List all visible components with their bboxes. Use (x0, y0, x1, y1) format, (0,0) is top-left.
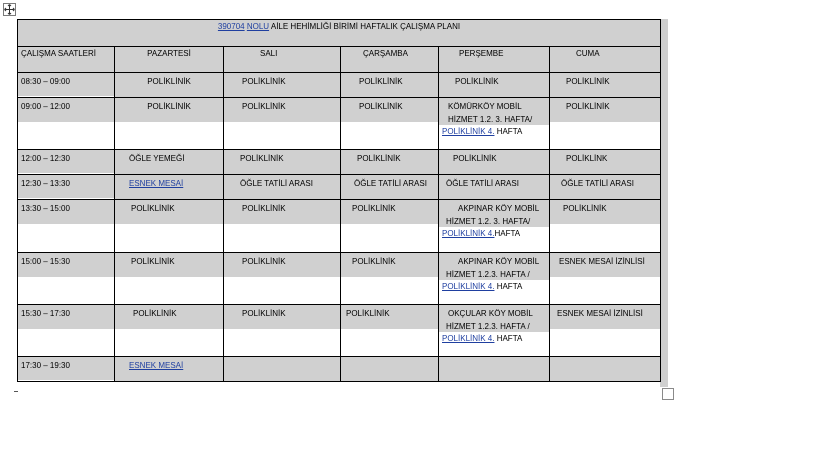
monday-cell: POLİKLİNİK (115, 73, 223, 97)
tuesday-cell: ÖĞLE TATİLİ ARASI (224, 175, 340, 199)
text-cursor-mark (14, 391, 18, 392)
friday-cell: POLİKLİNİK (550, 73, 660, 97)
friday-cell: POLİKLİNİK (550, 98, 660, 122)
thursday-line2: HİZMET 1.2. 3. HAFTA/ (446, 217, 531, 226)
tuesday-cell (224, 357, 340, 381)
wednesday-cell: POLİKLİNİK (341, 98, 438, 122)
tuesday-cell: POLİKLİNİK (224, 98, 340, 122)
time-cell: 09:00 – 12:00 (18, 98, 114, 122)
monday-cell: POLİKLİNİK (115, 305, 223, 329)
tuesday-cell: POLİKLİNİK (224, 305, 340, 329)
table-row (18, 98, 661, 150)
thursday-cell: POLİKLİNİK (439, 73, 549, 97)
thursday-cell: POLİKLİNİK (439, 150, 549, 174)
table-row (18, 175, 661, 200)
header-tuesday: SALI (224, 47, 341, 73)
thursday-cell (439, 200, 550, 253)
thursday-line1: KÖMÜRKÖY MOBİL (448, 102, 522, 111)
thursday-link[interactable]: POLİKLİNİK 4. (442, 334, 495, 343)
thursday-line1: AKPINAR KÖY MOBİL (458, 204, 540, 213)
header-wednesday: ÇARŞAMBA (341, 47, 439, 73)
wednesday-cell (341, 357, 438, 381)
friday-cell: ÖĞLE TATİLİ ARASI (550, 175, 660, 199)
monday-cell: ÖĞLE YEMEĞİ (115, 150, 223, 174)
thursday-cell (439, 357, 549, 381)
time-cell: 13:30 – 15:00 (18, 200, 114, 224)
title-row (18, 20, 661, 47)
header-hours: ÇALIŞMA SAATLERİ (18, 47, 115, 73)
time-cell: 15:00 – 15:30 (18, 253, 114, 277)
move-arrows-icon (4, 4, 15, 15)
time-cell: 17:30 – 19:30 (18, 357, 114, 380)
table-row (18, 150, 661, 175)
tuesday-cell: POLİKLİNİK (224, 200, 340, 224)
tuesday-cell: POLİKLİNİK (224, 253, 340, 277)
table-row (18, 357, 661, 382)
monday-flex-link[interactable]: ESNEK MESAİ (129, 179, 184, 188)
work-plan-table (17, 19, 661, 382)
monday-cell: POLİKLİNİK (115, 200, 223, 224)
thursday-line2: HİZMET 1.2.3. HAFTA / (446, 322, 530, 331)
thursday-after: HAFTA (494, 334, 523, 343)
friday-cell: ESNEK MESAİ İZİNLİSİ (550, 305, 660, 329)
monday-flex-link[interactable]: ESNEK MESAİ (129, 361, 184, 370)
wednesday-cell: POLİKLİNİK (341, 150, 438, 174)
header-thursday: PERŞEMBE (439, 47, 550, 73)
wednesday-cell: POLİKLİNİK (341, 73, 438, 97)
wednesday-cell: POLİKLİNİK (341, 200, 438, 224)
thursday-line1: AKPINAR KÖY MOBİL (458, 257, 540, 266)
tuesday-cell: POLİKLİNİK (224, 73, 340, 97)
plan-title (18, 20, 661, 47)
table-row (18, 200, 661, 253)
wednesday-cell: POLİKLİNİK (341, 305, 438, 329)
friday-cell: ESNEK MESAİ İZİNLİSİ (550, 253, 660, 277)
friday-cell (550, 357, 660, 381)
tuesday-cell: POLİKLİNİK (224, 150, 340, 174)
thursday-link[interactable]: POLİKLİNİK 4. (442, 229, 495, 238)
header-row (18, 47, 661, 73)
thursday-after: HAFTA (494, 229, 521, 238)
thursday-cell (439, 305, 550, 357)
time-cell: 15:30 – 17:30 (18, 305, 114, 329)
thursday-link[interactable]: POLİKLİNİK 4. (442, 127, 495, 136)
resize-square-icon[interactable] (662, 388, 674, 400)
header-monday: PAZARTESİ (115, 47, 224, 73)
title-text: AİLE HEHİMLİĞİ BİRİMİ HAFTALIK ÇALIŞMA PLANI (270, 22, 461, 31)
nolu-word[interactable]: NOLU (246, 22, 270, 31)
wednesday-cell: ÖĞLE TATİLİ ARASI (341, 175, 438, 199)
time-cell: 12:30 – 13:30 (18, 175, 114, 198)
thursday-line1: OKÇULAR KÖY MOBİL (448, 309, 533, 318)
friday-cell: POLİKLİNİK (550, 200, 660, 224)
monday-cell: POLİKLİNİK (115, 98, 223, 122)
table-right-shadow (660, 19, 668, 387)
table-row (18, 253, 661, 305)
unit-number[interactable]: 390704 (217, 22, 245, 31)
thursday-after: HAFTA (494, 127, 523, 136)
monday-cell: POLİKLİNİK (115, 253, 223, 277)
thursday-line2: HİZMET 1.2. 3. HAFTA/ (448, 115, 533, 124)
thursday-cell (439, 253, 550, 305)
thursday-line2: HİZMET 1.2.3. HAFTA / (446, 270, 530, 279)
time-cell: 08:30 – 09:00 (18, 73, 114, 96)
wednesday-cell: POLİKLİNİK (341, 253, 438, 277)
table-move-handle[interactable] (3, 3, 16, 16)
thursday-cell: ÖĞLE TATİLİ ARASI (439, 175, 549, 199)
table-row (18, 305, 661, 357)
thursday-after: HAFTA (494, 282, 523, 291)
thursday-cell (439, 98, 550, 150)
time-cell: 12:00 – 12:30 (18, 150, 114, 173)
friday-cell: POLİKLİNK (550, 150, 660, 174)
table-row (18, 73, 661, 98)
header-friday: CUMA (550, 47, 661, 73)
thursday-link[interactable]: POLİKLİNİK 4. (442, 282, 495, 291)
